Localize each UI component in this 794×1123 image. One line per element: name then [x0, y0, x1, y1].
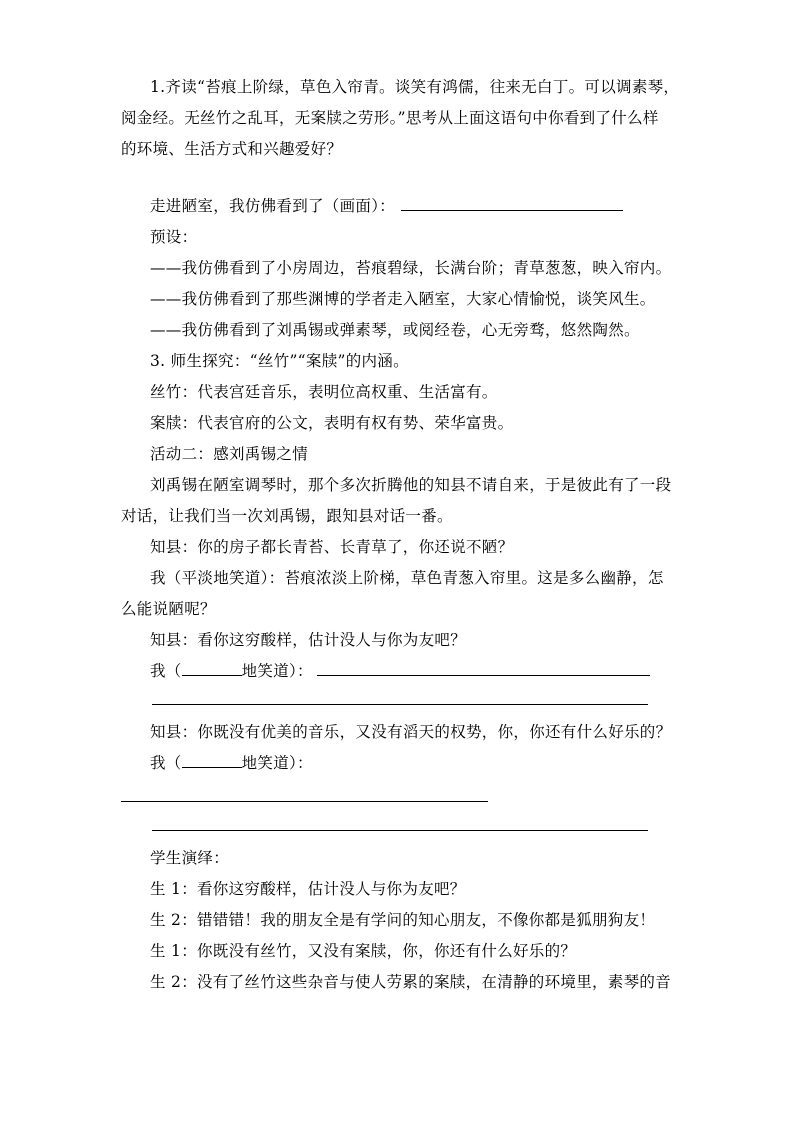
question-1-line-2: 阅金经。无丝竹之乱耳，无案牍之劳形。”思考从上面这语句中你看到了什么样 [121, 109, 659, 127]
andu-definition: 案牍：代表官府的公文，表明有权有势、荣华富贵。 [150, 414, 514, 432]
intro-line-2: 对话，让我们当一次刘禹锡，跟知县对话一番。 [121, 507, 453, 525]
activity-2-heading: 活动二：感刘禹锡之情 [150, 445, 309, 463]
question-3: 3. 师生探究：“丝竹”“案牍”的内涵。 [150, 352, 409, 370]
reply-blank-1-continuation[interactable] [152, 704, 648, 705]
me-reply-2 [150, 661, 650, 681]
question-1-line-3: 的环境、生活方式和兴趣爱好？ [121, 140, 343, 158]
me-reply-2-close: 地笑道）： [241, 662, 313, 680]
intro-line-1: 刘禹锡在陋室调琴时，那个多次折腾他的知县不请自来，于是彼此有了一段 [150, 476, 672, 494]
magistrate-line-1: 知县：你的房子都长青苔、长青草了，你还说不陋？ [150, 538, 514, 556]
me-reply-1-line-1: 我（平淡地笑道）：苔痕浓淡上阶梯，草色青葱入帘里。这是多么幽静，怎 [150, 569, 664, 587]
reply-blank-1[interactable] [317, 661, 650, 676]
magistrate-line-3: 知县：你既没有优美的音乐，又没有滔天的权势，你，你还有什么好乐的？ [150, 723, 672, 741]
student-2-line-a: 生 2：错错错！我的朋友全是有学问的知心朋友，不像你都是狐朋狗友！ [150, 911, 656, 929]
sizhu-definition: 丝竹：代表宫廷音乐，表明位高权重、生活富有。 [150, 383, 498, 401]
reply-blank-2-continuation[interactable] [152, 830, 648, 831]
magistrate-line-2: 知县：看你这穷酸样，估计没人与你为友吧？ [150, 631, 467, 649]
student-2-line-b: 生 2：没有了丝竹这些杂音与使人劳累的案牍，在清静的环境里，素琴的音 [150, 973, 671, 991]
tone-blank-1[interactable] [182, 661, 242, 676]
preset-item-3: ——我仿佛看到了刘禹锡或弹素琴，或阅经卷，心无旁骛，悠然陶然。 [150, 321, 640, 339]
reply-blank-2[interactable] [121, 801, 488, 802]
preset-item-1: ——我仿佛看到了小房周边，苔痕碧绿，长满台阶；青草葱葱，映入帘内。 [150, 259, 672, 277]
see-prompt [150, 196, 623, 216]
me-reply-1-line-2: 么能说陋呢？ [121, 600, 216, 618]
me-reply-3-close: 地笑道）： [241, 754, 313, 772]
preset-label: 预设： [150, 228, 198, 246]
student-1-line-b: 生 1：你既没有丝竹，又没有案牍，你，你还有什么好乐的？ [150, 942, 577, 960]
tone-blank-2[interactable] [182, 753, 242, 768]
question-1-line-1: 1.齐读“苔痕上阶绿，草色入帘青。谈笑有鸿儒，往来无白丁。可以调素琴， [150, 78, 680, 96]
preset-item-2: ——我仿佛看到了那些渊博的学者走入陋室，大家心情愉悦，谈笑风生。 [150, 290, 656, 308]
me-reply-3 [150, 753, 313, 773]
student-1-line-a: 生 1：看你这穷酸样，估计没人与你为友吧？ [150, 880, 466, 898]
me-reply-3-open: 我（ [150, 754, 182, 772]
see-answer-blank[interactable] [401, 196, 623, 211]
performance-label: 学生演绎： [150, 849, 230, 867]
see-prompt-label: 走进陋室，我仿佛看到了（画面）： [150, 197, 396, 215]
me-reply-2-open: 我（ [150, 662, 182, 680]
